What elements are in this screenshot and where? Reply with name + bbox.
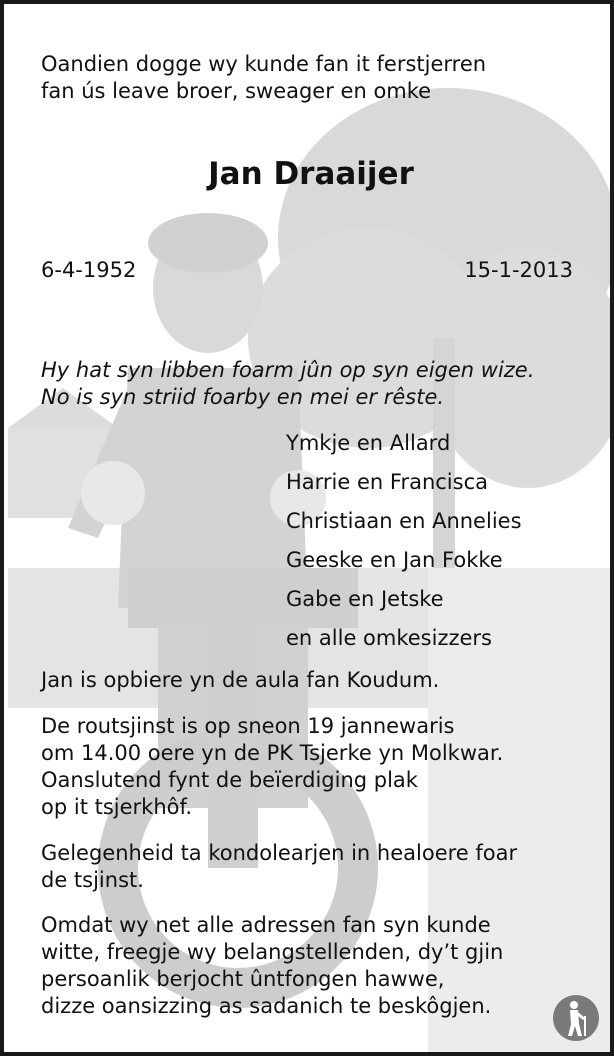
paragraph-line: persoanlik berjocht ûntfongen hawwe, xyxy=(41,967,445,991)
paragraph-line: Omdat wy net alle adressen fan syn kunde xyxy=(41,913,491,937)
family-member: Harrie en Francisca xyxy=(286,470,488,494)
paragraph-line: de tsjinst. xyxy=(41,868,144,892)
service-paragraph xyxy=(41,713,503,821)
deceased-name: Jan Draaijer xyxy=(208,156,414,192)
quote-line: No is syn striid foarby en mei er rêste. xyxy=(41,385,445,409)
paragraph-line: De routsjinst is op sneon 19 jannewaris xyxy=(41,714,455,738)
paragraph-line: Oanslutend fynt de beïerdiging plak xyxy=(41,768,418,792)
aula-paragraph xyxy=(41,667,439,694)
death-date: 15-1-2013 xyxy=(464,258,573,282)
paragraph-line: witte, freegje wy belangstellenden, dy’t gjin xyxy=(41,940,504,964)
family-member: en alle omkesizzers xyxy=(286,626,492,650)
condolence-paragraph xyxy=(41,840,517,894)
memorial-quote xyxy=(41,357,534,411)
quote-line: Hy hat syn libben foarm jûn op syn eigen wize. xyxy=(41,358,535,382)
intro-line: fan ús leave broer, sweager en omke xyxy=(41,79,432,103)
paragraph-line: op it tsjerkhôf. xyxy=(41,795,193,819)
family-member: Geeske en Jan Fokke xyxy=(286,548,503,572)
family-member: Gabe en Jetske xyxy=(286,587,444,611)
paragraph-line: Jan is opbiere yn de aula fan Koudum. xyxy=(41,668,440,692)
paragraph-line: dizze oansizzing as sadanich te beskôgjen. xyxy=(41,994,492,1018)
paragraph-line: om 14.00 oere yn de PK Tsjerke yn Molkwar. xyxy=(41,741,504,765)
intro-line: Oandien dogge wy kunde fan it ferstjerren xyxy=(41,52,487,76)
paragraph-line: Gelegenheid ta kondolearjen in healoere foar xyxy=(41,841,518,865)
addresses-paragraph xyxy=(41,912,503,1020)
family-member: Christiaan en Annelies xyxy=(286,509,522,533)
birth-date: 6-4-1952 xyxy=(41,258,137,282)
family-list xyxy=(286,426,522,660)
family-member: Ymkje en Allard xyxy=(286,431,451,455)
mourning-logo-icon xyxy=(552,994,600,1042)
intro-text xyxy=(41,51,486,105)
